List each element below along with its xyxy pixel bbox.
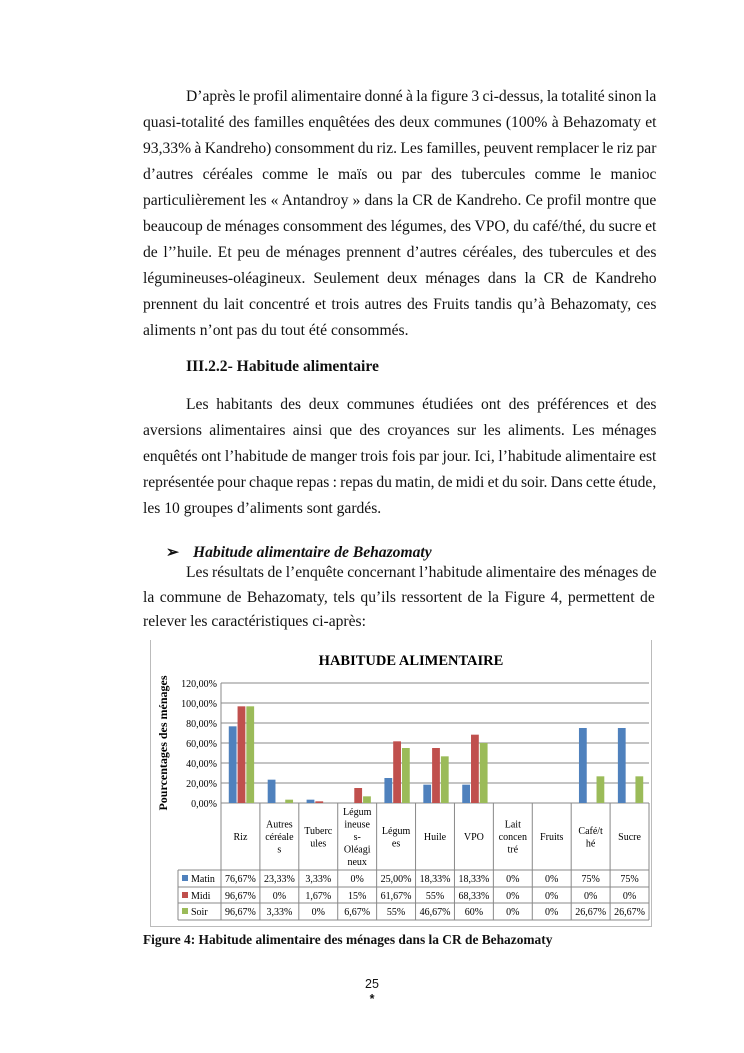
category-label: Riz [233,832,248,843]
bar-soir [402,748,410,803]
data-table-cell: 76,67% [225,874,256,885]
chart-svg [151,640,653,927]
category-label: s- [353,832,361,843]
text-line [143,191,657,211]
category-label: Lait [504,819,521,831]
legend-label: Soir [191,907,208,918]
y-axis-label: Pourcentages des ménages [156,675,170,811]
data-table-cell: 0% [506,891,520,902]
legend-swatch-midi [182,892,188,898]
text-line-content: aversions alimentaires ainsi que des croyances sur les aliments. Les ménages [143,422,657,439]
legend-label: Matin [191,874,215,885]
text-line [143,588,657,608]
bullet-arrow-icon: ➢ [166,544,180,561]
bar-midi [354,788,362,803]
bar-matin [618,728,626,803]
bar-matin [268,780,276,803]
bar-matin [579,728,587,803]
category-label: VPO [463,832,484,843]
text-line [143,243,657,263]
text-line [143,612,657,632]
category-label: Huile [423,832,447,843]
data-table-cell: 46,67% [419,907,451,918]
category-label: Café/t [578,825,603,837]
data-table-cell: 25,00% [380,874,412,885]
text-line-content: 93,33% à Kandreho) consomment du riz. Les familles, peuvent remplacer le riz par [143,140,657,157]
data-table-cell: 60% [464,907,484,918]
data-table-cell: 0% [506,874,520,885]
page-mark: * [369,992,375,1006]
data-table-cell: 0% [545,874,559,885]
data-table-cell: 0% [350,874,364,885]
y-tick-label: 20,00% [186,779,217,790]
text-line [143,447,657,467]
text-line [143,499,657,519]
data-table-cell: 96,67% [225,907,256,918]
legend-swatch-soir [182,908,188,914]
figure-caption: Figure 4: Habitude alimentaire des ménages dans la CR de Behazomaty [143,932,553,947]
category-label: hé [585,838,596,850]
category-label: neux [347,857,367,868]
data-table-cell: 0% [583,891,598,902]
data-table-cell: 75% [581,874,600,885]
bar-midi [393,741,401,803]
data-table-cell: 18,33% [419,874,451,885]
bar-soir [285,800,293,803]
bar-soir [441,756,449,803]
text-line-content: la commune de Behazomaty, tels qu’ils ressortent de la Figure 4, permettent de [143,588,655,606]
legend-swatch-matin [182,875,188,881]
bar-matin [462,785,470,803]
data-table-cell: 0% [272,891,287,902]
text-line [186,395,657,415]
data-table-cell: 3,33% [305,874,332,885]
category-label: Autres [266,819,293,831]
bar-soir [480,743,488,803]
page-number: 25 [365,977,379,991]
text-line-content: de l’’huile. Et peu de ménages prennent d’autres céréales, des tubercules et des [143,244,657,261]
chart-habitude-alimentaire [150,640,652,927]
text-line-content: légumineuses-oléagineux. Seulement deux ménages dans la CR de Kandreho [143,270,657,287]
text-line [143,165,657,185]
bar-matin [307,800,315,803]
category-label: es [391,838,401,850]
bar-midi [471,735,479,803]
bar-matin [423,785,431,803]
category-label: tré [507,844,519,856]
text-line-content: aliments n’ont pas du tout été consommés. [143,322,409,339]
data-table-cell: 0% [506,907,520,918]
legend-label: Midi [191,891,211,902]
text-line [143,321,657,341]
text-line-content: D’après le profil alimentaire donné à la figure 3 ci-dessus, la totalité sinon la [186,88,657,105]
bar-midi [238,706,246,803]
data-table-cell: 1,67% [305,891,332,902]
subheading-behazomaty [166,543,432,562]
bar-soir [363,796,371,803]
category-label: Légum [381,825,411,837]
section-heading: III.2.2- Habitude alimentaire [186,358,379,375]
category-label: céréale [265,832,294,843]
data-table-cell: 0% [545,907,559,918]
data-table-cell: 3,33% [266,907,293,918]
data-table-cell: 55% [386,907,406,918]
text-line [143,295,657,315]
text-line-content: représentée pour chaque repas : repas du matin, de midi et du soir. Dans cette étude, [143,474,657,491]
data-table-cell: 68,33% [458,891,490,902]
category-label: Légum [343,807,372,818]
data-table-cell: 96,67% [225,891,256,902]
data-table-cell: 23,33% [263,874,295,885]
text-line [143,269,657,289]
text-line-content: particulièrement les « Antandroy » dans la CR de Kandreho. Ce profil montre que [143,192,657,209]
y-tick-label: 80,00% [186,719,217,730]
data-table-cell: 26,67% [614,907,645,918]
text-line [186,87,657,107]
text-line-content: relever les caractéristiques ci-après: [143,613,366,630]
subheading-text: Habitude alimentaire de Behazomaty [192,544,432,561]
category-label: Sucre [618,832,641,843]
category-label: Tuberc [304,825,333,837]
category-label: s [277,844,282,856]
text-line [143,113,657,133]
category-label: concen [498,832,527,843]
category-label: ineuse [344,819,370,831]
y-tick-label: 100,00% [181,699,217,710]
data-table-cell: 0% [545,891,559,902]
y-tick-label: 60,00% [186,739,217,750]
data-table-cell: 61,67% [380,891,412,902]
text-line-content: beaucoup de ménages consomment des légumes, des VPO, du café/thé, du sucre et [143,218,657,235]
text-line-content: prennent du lait concentré et trois autres des Fruits tandis qu’à Behazomaty, ces [143,296,657,313]
category-label: ules [310,838,327,850]
data-table-cell: 0% [622,891,637,902]
bar-midi [432,748,440,803]
y-tick-label: 0,00% [191,799,217,810]
data-table-cell: 18,33% [458,874,490,885]
text-line-content: Les résultats de l’enquête concernant l’habitude alimentaire des ménages de [186,564,657,581]
text-line-content: Les habitants des deux communes étudiées ont des préférences et des [186,396,657,413]
data-table-cell: 75% [620,874,639,885]
data-table-cell: 15% [348,891,367,902]
text-line-content: les 10 groupes d’aliments sont gardés. [143,500,382,517]
text-line [143,217,657,237]
bar-matin [229,726,237,803]
bar-midi [315,801,323,803]
text-line-content: enquêtés ont l’habitude de manger trois fois par jour. Ici, l’habitude alimentaire est [143,448,657,465]
data-table-cell: 0% [311,907,325,918]
data-table-cell: 55% [425,891,445,902]
text-line-content: d’autres céréales comme le maïs ou par des tubercules comme le manioc [143,166,657,183]
y-tick-label: 40,00% [186,759,217,770]
data-table-cell: 6,67% [344,907,371,918]
text-line [143,473,657,493]
bar-soir [597,776,605,803]
category-label: Fruits [540,832,564,843]
y-tick-label: 120,00% [181,679,217,690]
data-table-cell: 26,67% [575,907,607,918]
bar-soir [246,706,254,803]
bar-matin [384,778,392,803]
bar-soir [635,776,643,803]
text-line [143,421,657,441]
text-line [143,139,657,159]
category-label: Oléagi [343,844,371,856]
chart-title: HABITUDE ALIMENTAIRE [318,653,504,669]
text-line [186,563,657,583]
text-line-content: quasi-totalité des familles enquêtées des deux communes (100% à Behazomaty et [143,114,657,131]
